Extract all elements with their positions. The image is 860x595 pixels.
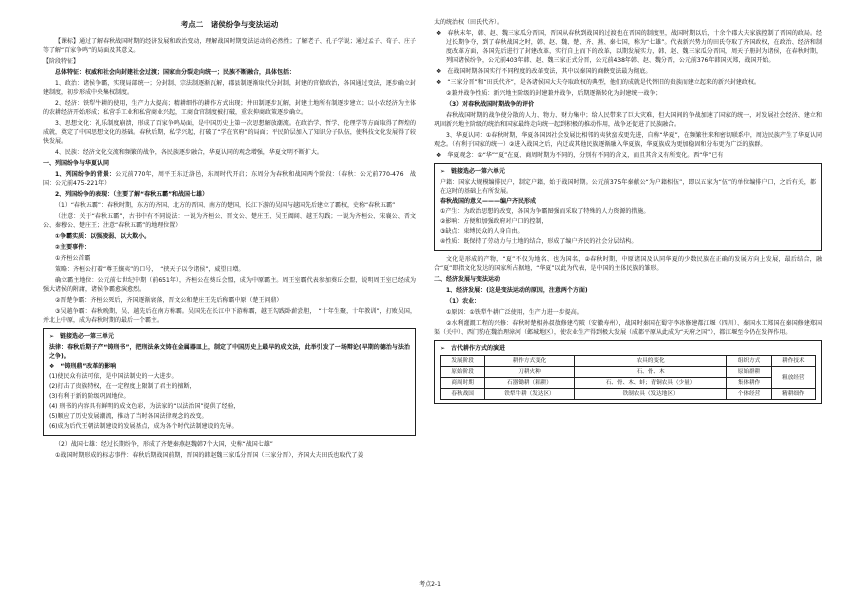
event-wu-yue: ③吴越争霸：春秋晚期，吴、越先后在南方称霸。吴国先在长江中下游称霸，越王勾践卧薪尝胆， “十年生聚，十年教训”，打败吴国，并北上中原，成为春秋时期的最后一个霸主。	[43, 308, 416, 324]
seven-states-paragraph: （2）战国七雄：经过长期纷争，形成了齐楚秦燕赵魏韩7个大国，史称“战国七雄”	[55, 441, 273, 448]
link-box-unit6-subtitle: 春秋战国的意义———编户齐民形成	[440, 198, 537, 205]
seven-states-sign: ①战国时期形成的标志事件：春秋后期战国前期，晋国的韩赵魏三家瓜分晋国（三家分晋），齐国大夫田氏也取代了姜	[55, 452, 364, 459]
water-projects: ②水利灌溉工程的兴修：春秋时楚相孙叔敖修建芍陂（安徽寿州），战国时秦国在蜀守李冰修建都江堰（四川）、秦国水工郑国在秦国修建郑国渠（关中）、西门豹在魏治理漳河（邺城地区），使农业生产得到极大发展（成都平原从此成为“天府之国”），都江堰至今仍在发挥作用。	[434, 320, 822, 336]
right-column	[434, 18, 822, 408]
hegemony-essence: ①争霸实质：以强凌弱、以大欺小。	[55, 233, 151, 240]
list-item: (1)使民众有法可依，是中国法制史的一大进步。	[49, 373, 178, 380]
table-cell: 原始阶段	[441, 367, 485, 378]
table-cell: 原始群耕	[727, 367, 771, 378]
table-header-cell: 发展阶段	[441, 356, 485, 367]
curriculum-standard: 【课标】通过了解春秋战国时期的经济发展和政治变动，理解战国时期变法运动的必然性；了解老子、孔子学说；通过孟子、荀子、庄子等了解“百家争鸣”的局面及其意义。	[43, 38, 416, 54]
section-heading-1: 一、列国纷争与华夏认同	[43, 160, 110, 167]
continued-text: 太的统治权（田氏代齐）。	[434, 19, 504, 26]
huaxia-concept: ❖ 华夏观念：①“华”“夏”在夏、商周时期为不同的，分别有不同的含义，而且其含义有所变化。西“华”已有	[436, 152, 724, 159]
culture-feature: 3、思想文化：礼乐制度崩溃，形成了百家争鸣局面，是中国历史上第一次思想解放潮流。在政治学、哲学、伦理学等方面取得了辉煌的成就，奠定了中国思想文化的基础。春秋后期，私学兴起，打破了“学在官府”的局面；平民阶层加入了知识分子队伍，使科技文化发展得了较快发展。	[43, 120, 416, 145]
list-item: (3)有利于新的阶级巩固地位。	[49, 393, 130, 400]
table-cell: 石、骨、木、蚌；青铜农具（少量）	[574, 378, 727, 389]
manifestation-heading: 2、列国纷争的表现：（主要了解“春秋五霸”和战国七雄）	[55, 191, 209, 198]
link-box-unit3-title: ➢ 链接选必一第三单元	[49, 333, 115, 340]
table-header-cell: 农具的变化	[574, 356, 727, 367]
table-header-cell: 组织方式	[727, 356, 771, 367]
major-events-heading: ②主要事件：	[55, 244, 91, 251]
link-box-unit6-title: ➢ 链接选必一第六单元	[440, 168, 506, 175]
table-cell: 石器锄耕（耜耕）	[485, 378, 574, 389]
overall-features: 总体特征：权威和社会向封建社会过渡；国家由分裂走向统一；民族不断融合，具体包括：	[55, 69, 296, 76]
note-reform: ❖ 在战国时期各国实行不同程度的改革变法，其中以秦国的商鞅变法最为彻底。	[436, 68, 652, 75]
event-qi: ①齐桓公首霸	[55, 255, 91, 262]
farming-evolution-box	[434, 340, 822, 404]
background-paragraph	[43, 170, 416, 188]
politics-feature: 1、政治：诸侯争霸，实现局部统一；分封制、宗法制逐渐瓦解，郡县制逐渐取代分封制，封建的官僚政治，各国通过变法，逐步确立封建制度，初步形成中央集权制度。	[43, 80, 416, 96]
note-three-families: ❖ 春秋末年，韩、赵、魏三家瓜分晋国，晋国从春秋到战国的过渡也在晋国的制度里，战国时期以后，十余个郡大夫家族控制了晋国的政局。经过长期争夺，到了春秋战国之时，韩、赵、魏、楚、齐、燕、秦七国，称为“七雄”。代表新兴势力的田氏夺取了齐国政权，在政治、经济和制度改革方面，各国先后进行了封建改革，实行自上而下的改革，以期发展实力，韩、赵、魏三家瓜分晋国，周天子册封为诸侯，在春秋时期，列国诸侯纷争，公元前403年韩、赵、魏三家正式分晋，公元前438年韩、赵、魏分晋，公元前376年韩国灭郑，战国开始。	[436, 30, 822, 64]
list-item: (5)顺应了历史发展潮流，推动了当时各国法律观念的改变。	[49, 413, 208, 420]
event-qi-strategy: 策略：齐桓公打着“尊王攘夷”的口号， “挟天子以令诸侯”，威望日增。	[55, 266, 245, 273]
table-cell: 石、骨、木	[574, 367, 727, 378]
culture-product: 文化是形成的产物，“夏”不仅为地名、也为国名，②春秋时期，中原诸国及认同华夏的少数民族在正确的发展方向上发展，最后结合，融合“夏”即指文化发达的国家所占据地，“华夏”以此为代表，是中国的主体民族的雏形。	[434, 256, 822, 272]
table-row	[441, 378, 816, 389]
table-cell: 个体经营	[727, 389, 771, 400]
background-label: 1、列国纷争的背景：	[55, 171, 116, 178]
economy-heading: 1、经济发展：(这是变法运动的原因，注意两个方面)	[446, 287, 588, 294]
stage-heading: 【阶段特征】	[43, 58, 80, 65]
list-item: (4) 刑书的内容具有鲜明的成文色彩，为法家的“以法治国”提供了经验，	[49, 403, 240, 410]
table-cell: 商周时期	[441, 378, 485, 389]
table-cell: 集体耕作	[727, 378, 771, 389]
war-nature: ②兼并战争性质：新兴地主阶级的封建兼并战争，后期逐渐转化为封建统一战争；	[446, 90, 662, 97]
page-title: 考点二 诸侯纷争与变法运动	[180, 20, 279, 29]
table-row	[441, 367, 816, 378]
agriculture-heading: （1）农业：	[446, 298, 481, 305]
list-item: ③缺点：束缚民众的人身自由。	[440, 228, 524, 235]
huaxia-identity: 3、华夏认同：①春秋时期，华夏各国因社会发展比相邻的夷狄蛮戎更先进，自称“华夏”，在频繁往来和密切联系中，周边民族产生了华夏认同观念。（有利于国家的统一）②进入战国之后，内迁或其他民族逐渐融入华夏族，华夏族成为更加稳固和分布更为广泛的族群。	[434, 132, 822, 148]
page-footer: 考点2-1	[419, 581, 441, 588]
table-header-cell: 耕作方式变化	[485, 356, 574, 367]
economy-feature: 2、经济：铁犁牛耕的使用，生产力大提高；精耕细作的耕作方式出现；井田制逐步瓦解，封建土地所有制逐步建立；以小农经济为主体的农耕经济开始形成；私营手工业和私营商业兴起，工商食官制度被打破，重农抑商政策逐步确立。	[43, 100, 416, 116]
farming-evolution-title: ➢ 古代耕作方式的演进	[440, 345, 506, 352]
agriculture-reason: ①原因：①铁犁牛耕广泛使用，生产力进一步提高。	[446, 309, 583, 316]
table-cell: 春秋战国	[441, 389, 485, 400]
five-hegemons-note: （注意：关于“春秋五霸”，古书中有不同说法：一说为齐桓公、晋文公、楚庄王、吴王阖闾、越王勾践；一说为齐桓公、宋襄公、晋文公、秦穆公、楚庄王；注意“春秋五霸”的地理位置）	[43, 213, 416, 229]
link-box-unit3-law: 法律：春秋后期子产“铸刑书”，把刑法条文铸在金属器皿上，制定了中国历史上最早的成文法，此举引发了一场辩论(早期的德治与法治之争)。	[49, 344, 410, 360]
war-evaluation-heading: （3）对春秋战国时期战争的评价	[446, 101, 535, 108]
list-item: (2)打击了贵族特权，在一定程度上限制了君主的擅断，	[49, 383, 196, 390]
table-row	[441, 389, 816, 400]
background-text: 公元前770年，周平王东迁洛邑，东周时代开启；东周分为春秋和战国两个阶段：（春秋：公元前770-476 战国：公元前475-221年）	[43, 171, 416, 187]
event-jin-chu: ②晋楚争霸：齐桓公死后，齐国逐渐衰落，晋文公和楚庄王先后称霸中原（楚王问鼎）	[55, 297, 283, 304]
link-box-unit3-impact-title: ❖ “铸刑鼎”改革的影响	[49, 363, 117, 370]
event-qi-status: 确立霸主地位：公元前七世纪中期（前651年），齐桓公在葵丘会盟，成为中原霸主。周王室霸代表参加葵丘会盟，说明周王室已经成为强大诸侯的附庸，诸侯争霸愈演愈烈。	[43, 277, 416, 293]
section-heading-2: 二、经济发展与变法运动	[434, 276, 501, 283]
note-typical: ❖ “三家分晋”和“田氏代齐”，是各诸侯国大夫夺取政权的典型，他们的成就是代替旧的贵族而建立起来的新兴封建政权。	[436, 79, 760, 86]
link-box-unit6	[434, 163, 822, 251]
ethnic-feature: 4、民族：经济文化交流和频繁的战争，各民族逐步融合，华夏认同的观念增强，华夏文明不断扩大。	[55, 149, 323, 156]
list-item: ①产生：为政治思想的改变，各国为争霸图强而采取了特殊的人力资源的措施。	[440, 208, 650, 215]
farming-table	[440, 355, 816, 400]
war-evaluation: 春秋战国时期的战争使分散的人力、物力、财力集中；给人民带来了巨大灾难，但大国间的争战加速了国家的统一，对发展社会经济、建立和巩固新兴地主阶级的统治和国家最终走向统一起到积极的推动作用，战争还促进了民族融合。	[434, 112, 822, 128]
table-cell: 铁犁牛耕（发达区）	[485, 389, 574, 400]
list-item: ②影响：方便和加强政府对户口的控制，	[440, 218, 548, 225]
list-item: (6)成为后代王朝法制建设的发展基点，成为各个时代法制建设的先导。	[49, 423, 238, 430]
table-cell: 刀耕火种	[485, 367, 574, 378]
link-box-unit6-text: 户籍：国家大规模编排民户，制定户籍，始于战国时期。公元前375年秦献公“为户籍相伍”，即以五家为“伍”的单位编排户口，之后有关，都在这时的基础上有所发展。	[440, 179, 816, 195]
table-header-row	[441, 356, 816, 367]
table-cell: 铁制农具（发达地区）	[574, 389, 727, 400]
five-hegemons-paragraph: （1）“春秋五霸”：春秋时期，东方的齐国、北方的晋国、南方的楚国，长江下游的吴国与越国先后建立了霸权，史称“春秋五霸”	[55, 202, 396, 209]
list-item: ④性质：既保持了劳动力与土地的结合，形成了编户齐民的社会分层结构。	[440, 238, 638, 245]
link-box-unit3	[43, 328, 416, 436]
table-cell: 粗放经营	[771, 367, 815, 389]
table-header-cell: 耕作技术	[771, 356, 815, 367]
table-cell: 精耕细作	[771, 389, 815, 400]
left-column	[43, 18, 416, 462]
